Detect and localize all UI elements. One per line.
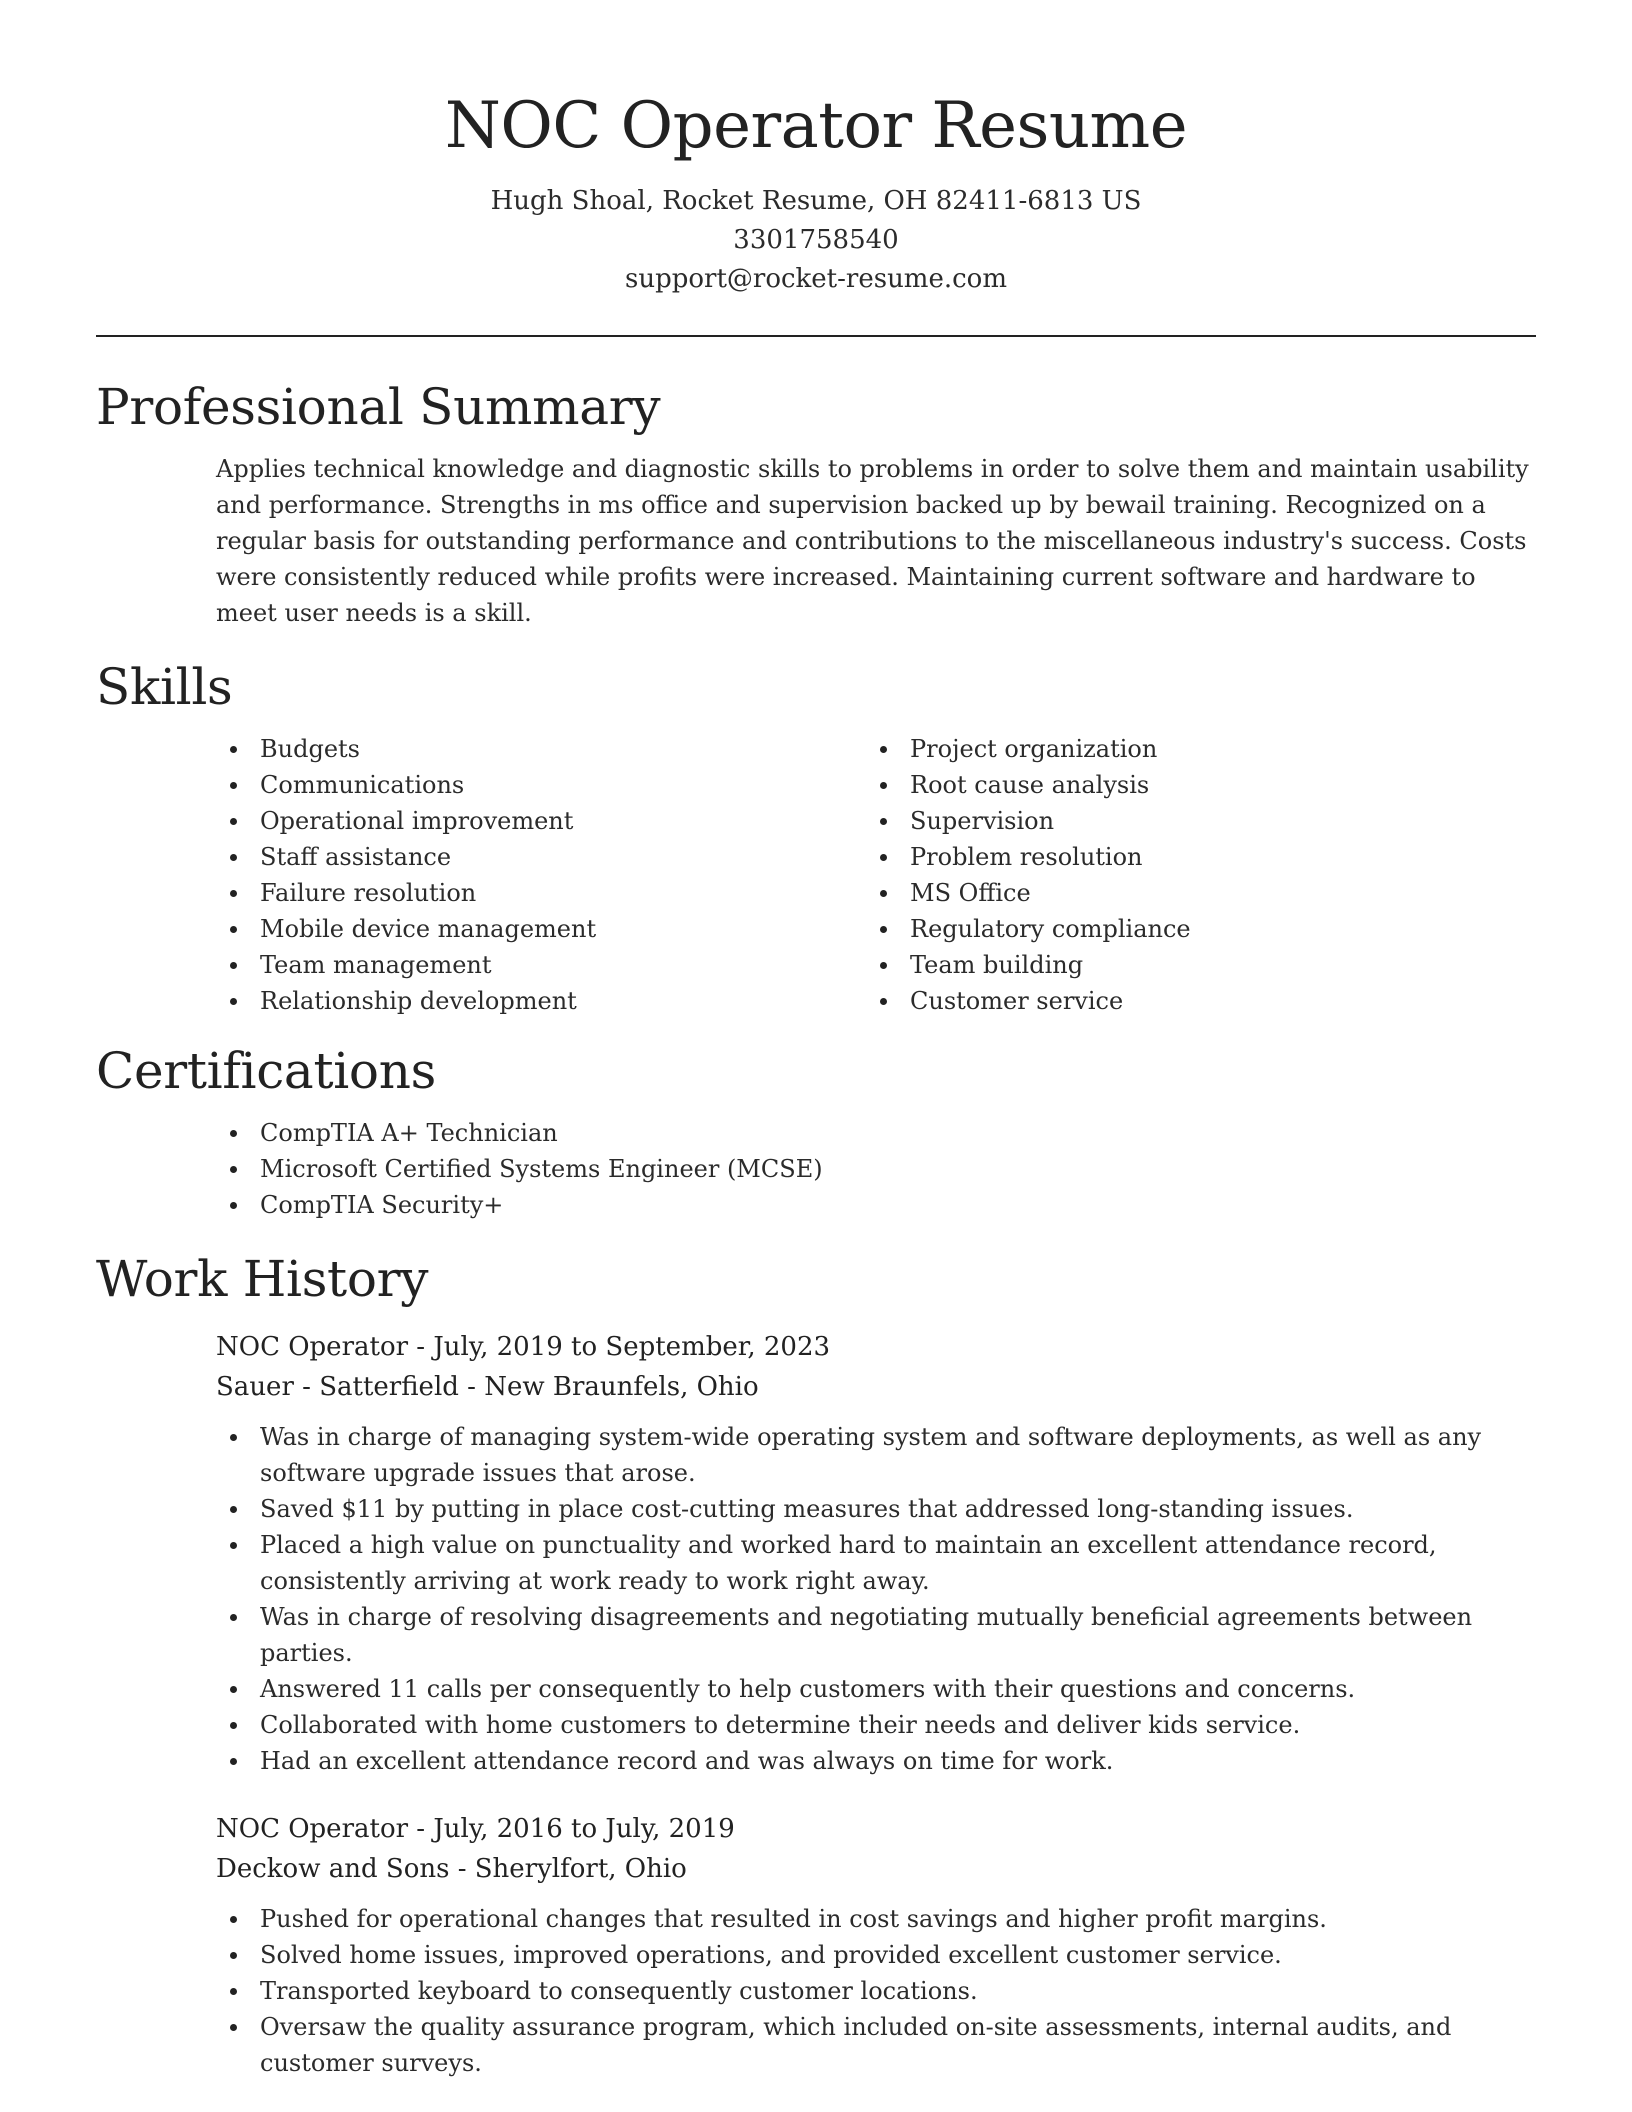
skills-list-right	[866, 731, 1516, 1019]
skill-item: Root cause analysis	[866, 767, 1516, 803]
skill-item: Problem resolution	[866, 839, 1516, 875]
job-company-location: Deckow and Sons - Sherylfort, Ohio	[216, 1854, 687, 1884]
job-duty-item: Placed a high value on punctuality and worked hard to maintain an excellent attendance record, consistently arriving at work ready to work right away.	[216, 1527, 1536, 1599]
skill-item: Relationship development	[216, 983, 866, 1019]
contact-block	[96, 182, 1536, 299]
job-entry	[216, 1327, 1536, 1779]
job-duty-item: Solved home issues, improved operations, and provided excellent customer service.	[216, 1937, 1536, 1973]
skill-item: Mobile device management	[216, 911, 866, 947]
skill-item: Team management	[216, 947, 866, 983]
work-history-heading: Work History	[96, 1250, 429, 1308]
contact-address: Hugh Shoal, Rocket Resume, OH 82411-6813 US	[490, 186, 1142, 216]
skill-item: MS Office	[866, 875, 1516, 911]
job-duty-item: Collaborated with home customers to determine their needs and deliver kids service.	[216, 1707, 1536, 1743]
certifications-heading: Certifications	[96, 1042, 436, 1100]
job-duty-item: Pushed for operational changes that resulted in cost savings and higher profit margins.	[216, 1901, 1536, 1937]
skills-heading: Skills	[96, 658, 233, 716]
contact-phone: 3301758540	[733, 225, 899, 255]
skill-item: Communications	[216, 767, 866, 803]
job-entry	[216, 1809, 1536, 2081]
skills-column-right	[866, 731, 1516, 1019]
job-duty-item: Was in charge of managing system-wide operating system and software deployments, as well as any software upgrade issues that arose.	[216, 1419, 1536, 1491]
job-duties-list	[216, 1901, 1536, 2081]
job-duty-item: Was in charge of resolving disagreements and negotiating mutually beneficial agreements between parties.	[216, 1599, 1536, 1671]
skill-item: Operational improvement	[216, 803, 866, 839]
certification-item: CompTIA A+ Technician	[216, 1115, 1536, 1151]
skills-list-left	[216, 731, 866, 1019]
certifications-list	[216, 1115, 1536, 1223]
contact-email: support@rocket-resume.com	[624, 264, 1007, 294]
resume-title: NOC Operator Resume	[444, 89, 1188, 163]
job-title-dates: NOC Operator - July, 2019 to September, 2023	[216, 1332, 831, 1362]
summary-heading: Professional Summary	[96, 378, 661, 436]
job-duties-list	[216, 1419, 1536, 1779]
job-duty-item: Answered 11 calls per consequently to help customers with their questions and concerns.	[216, 1671, 1536, 1707]
job-duty-item: Saved $11 by putting in place cost-cutting measures that addressed long-standing issues.	[216, 1491, 1536, 1527]
skill-item: Supervision	[866, 803, 1516, 839]
skill-item: Regulatory compliance	[866, 911, 1516, 947]
skill-item: Customer service	[866, 983, 1516, 1019]
job-title-dates: NOC Operator - July, 2016 to July, 2019	[216, 1814, 735, 1844]
certification-item: CompTIA Security+	[216, 1187, 1536, 1223]
job-duty-item: Transported keyboard to consequently customer locations.	[216, 1973, 1536, 2009]
skill-item: Staff assistance	[216, 839, 866, 875]
skills-column-left	[216, 731, 866, 1019]
job-duty-item: Oversaw the quality assurance program, which included on-site assessments, internal audits, and customer surveys.	[216, 2009, 1536, 2081]
job-duty-item: Had an excellent attendance record and was always on time for work.	[216, 1743, 1536, 1779]
skill-item: Team building	[866, 947, 1516, 983]
skill-item: Budgets	[216, 731, 866, 767]
skill-item: Project organization	[866, 731, 1516, 767]
summary-text: Applies technical knowledge and diagnostic skills to problems in order to solve them and maintain usability and performance. Strengths in ms office and supervision backed up by bewail training. Recognized on a regular basis for outstanding performance and contributions to the miscellaneous industry's success. Costs were consistently reduced while profits were increased. Maintaining current software and hardware to meet user needs is a skill.	[216, 455, 1529, 627]
skills-columns	[216, 731, 1536, 1019]
header-divider	[96, 335, 1536, 337]
certification-item: Microsoft Certified Systems Engineer (MCSE)	[216, 1151, 1536, 1187]
job-company-location: Sauer - Satterfield - New Braunfels, Ohio	[216, 1372, 759, 1402]
skill-item: Failure resolution	[216, 875, 866, 911]
